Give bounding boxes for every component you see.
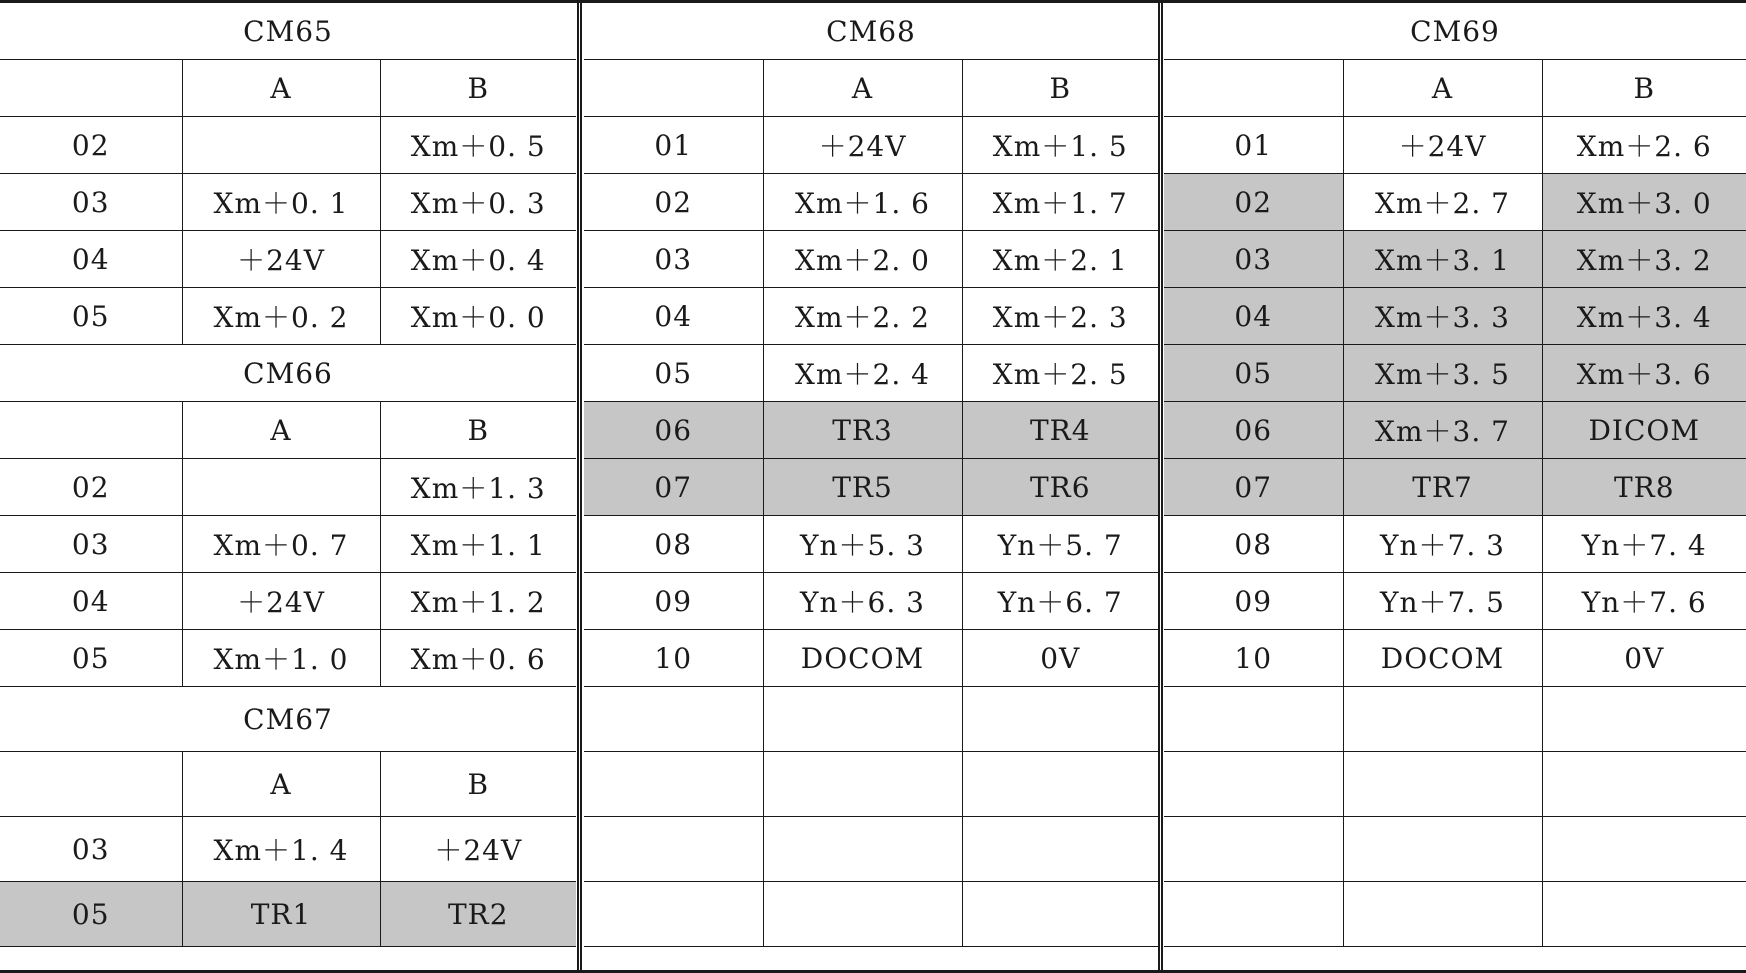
a-cell [182, 117, 380, 174]
pin-cell: 01 [1164, 117, 1343, 174]
a-cell: Xm＋2. 0 [763, 231, 962, 288]
empty-row [1164, 817, 1746, 882]
a-cell: Yn＋6. 3 [763, 573, 962, 630]
a-cell: Yn＋7. 3 [1343, 516, 1542, 573]
table-row [0, 231, 576, 288]
b-cell: Xm＋3. 2 [1542, 231, 1746, 288]
b-cell: DICOM [1542, 402, 1746, 459]
pin-cell: 08 [584, 516, 763, 573]
a-cell: DOCOM [1343, 630, 1542, 687]
table-row [1164, 231, 1746, 288]
table-row [1164, 174, 1746, 231]
pin-cell: 04 [0, 231, 182, 288]
pin-cell: 09 [1164, 573, 1343, 630]
table-row [1164, 345, 1746, 402]
a-cell: Xm＋2. 4 [763, 345, 962, 402]
table-row [1164, 288, 1746, 345]
table-row [1164, 117, 1746, 174]
pin-cell: 04 [0, 573, 182, 630]
table-row [0, 174, 576, 231]
a-cell: ＋24V [763, 117, 962, 174]
b-cell: Xm＋3. 6 [1542, 345, 1746, 402]
cm67-title: CM67 [0, 687, 576, 752]
a-cell: ＋24V [182, 231, 380, 288]
b-cell: Xm＋3. 4 [1542, 288, 1746, 345]
table-row [584, 288, 1158, 345]
table-row [0, 288, 576, 345]
cm65-col-a: A [182, 60, 380, 117]
b-cell: Xm＋0. 0 [380, 288, 576, 345]
empty-row [1164, 882, 1746, 947]
b-cell: Xm＋1. 7 [962, 174, 1158, 231]
cm65-header-blank [0, 60, 182, 117]
table-row [0, 117, 576, 174]
cm68-col-a: A [763, 60, 962, 117]
b-cell: Xm＋2. 1 [962, 231, 1158, 288]
table-row [0, 459, 576, 516]
pin-cell: 05 [0, 288, 182, 345]
a-cell: Xm＋1. 6 [763, 174, 962, 231]
table-row [584, 231, 1158, 288]
cm69-title: CM69 [1164, 3, 1746, 60]
table-row [584, 459, 1158, 516]
b-cell: TR2 [380, 882, 576, 947]
pin-cell: 03 [584, 231, 763, 288]
table-row [1164, 573, 1746, 630]
table-row [584, 402, 1158, 459]
table-cm68 [584, 3, 1158, 947]
a-cell: TR3 [763, 402, 962, 459]
pin-cell: 04 [1164, 288, 1343, 345]
pin-cell: 02 [0, 459, 182, 516]
pin-cell: 04 [584, 288, 763, 345]
table-row [1164, 630, 1746, 687]
a-cell: TR1 [182, 882, 380, 947]
cm66-title: CM66 [0, 345, 576, 402]
double-divider [1158, 3, 1163, 970]
cm69-col-a: A [1343, 60, 1542, 117]
a-cell: ＋24V [1343, 117, 1542, 174]
a-cell: ＋24V [182, 573, 380, 630]
table-row [584, 117, 1158, 174]
b-cell: Xm＋0. 4 [380, 231, 576, 288]
b-cell: TR6 [962, 459, 1158, 516]
a-cell: Xm＋3. 3 [1343, 288, 1542, 345]
empty-row [584, 817, 1158, 882]
a-cell: Xm＋1. 4 [182, 817, 380, 882]
b-cell: ＋24V [380, 817, 576, 882]
double-divider [577, 3, 582, 970]
pin-cell: 07 [584, 459, 763, 516]
b-cell: TR4 [962, 402, 1158, 459]
cm69-col-b: B [1542, 60, 1746, 117]
pin-cell: 08 [1164, 516, 1343, 573]
cm65-title: CM65 [0, 3, 576, 60]
block-cm65-cm67 [0, 3, 576, 970]
pin-cell: 05 [1164, 345, 1343, 402]
pin-cell: 09 [584, 573, 763, 630]
b-cell: Xm＋3. 0 [1542, 174, 1746, 231]
a-cell: Xm＋3. 5 [1343, 345, 1542, 402]
cm67-col-a: A [182, 752, 380, 817]
cm67-col-b: B [380, 752, 576, 817]
table-row [584, 573, 1158, 630]
b-cell: Xm＋1. 3 [380, 459, 576, 516]
table-row [0, 630, 576, 687]
a-cell: Yn＋7. 5 [1343, 573, 1542, 630]
pin-cell: 10 [584, 630, 763, 687]
empty-row [584, 687, 1158, 752]
pin-cell: 06 [1164, 402, 1343, 459]
table-row [584, 345, 1158, 402]
b-cell: Yn＋6. 7 [962, 573, 1158, 630]
b-cell: Xm＋2. 6 [1542, 117, 1746, 174]
table-left [0, 3, 576, 947]
pin-cell: 02 [0, 117, 182, 174]
a-cell: Xm＋0. 1 [182, 174, 380, 231]
table-row [0, 516, 576, 573]
a-cell: Xm＋0. 2 [182, 288, 380, 345]
b-cell: Xm＋1. 5 [962, 117, 1158, 174]
b-cell: Xm＋1. 1 [380, 516, 576, 573]
table-row [584, 630, 1158, 687]
pin-cell: 05 [0, 630, 182, 687]
a-cell: Xm＋2. 2 [763, 288, 962, 345]
cm66-col-a: A [182, 402, 380, 459]
a-cell: Xm＋3. 1 [1343, 231, 1542, 288]
cm68-title: CM68 [584, 3, 1158, 60]
b-cell: Xm＋0. 6 [380, 630, 576, 687]
pin-cell: 02 [584, 174, 763, 231]
b-cell: Yn＋7. 4 [1542, 516, 1746, 573]
pin-cell: 10 [1164, 630, 1343, 687]
table-cm69 [1164, 3, 1746, 947]
a-cell: Xm＋1. 0 [182, 630, 380, 687]
a-cell: TR7 [1343, 459, 1542, 516]
table-row [0, 817, 576, 882]
block-cm68 [584, 3, 1158, 970]
pin-cell: 05 [0, 882, 182, 947]
b-cell: 0V [962, 630, 1158, 687]
a-cell: Xm＋2. 7 [1343, 174, 1542, 231]
pin-cell: 02 [1164, 174, 1343, 231]
cm69-header-blank [1164, 60, 1343, 117]
a-cell: Xm＋3. 7 [1343, 402, 1542, 459]
cm65-col-b: B [380, 60, 576, 117]
cm68-col-b: B [962, 60, 1158, 117]
empty-row [584, 882, 1158, 947]
table-row [1164, 402, 1746, 459]
a-cell: TR5 [763, 459, 962, 516]
pin-cell: 03 [0, 516, 182, 573]
table-row [584, 174, 1158, 231]
block-cm69 [1164, 3, 1746, 970]
b-cell: 0V [1542, 630, 1746, 687]
cm67-header-blank [0, 752, 182, 817]
b-cell: Xm＋1. 2 [380, 573, 576, 630]
empty-row [1164, 752, 1746, 817]
b-cell: Xm＋0. 5 [380, 117, 576, 174]
pin-cell: 01 [584, 117, 763, 174]
pin-cell: 07 [1164, 459, 1343, 516]
table-row [1164, 459, 1746, 516]
pin-cell: 06 [584, 402, 763, 459]
b-cell: Xm＋0. 3 [380, 174, 576, 231]
a-cell: DOCOM [763, 630, 962, 687]
pin-cell: 03 [0, 174, 182, 231]
cm66-header-blank [0, 402, 182, 459]
table-row [0, 573, 576, 630]
a-cell [182, 459, 380, 516]
pin-cell: 05 [584, 345, 763, 402]
cm66-col-b: B [380, 402, 576, 459]
b-cell: Xm＋2. 5 [962, 345, 1158, 402]
empty-row [1164, 687, 1746, 752]
pin-cell: 03 [0, 817, 182, 882]
empty-row [584, 752, 1158, 817]
b-cell: TR8 [1542, 459, 1746, 516]
b-cell: Yn＋7. 6 [1542, 573, 1746, 630]
b-cell: Yn＋5. 7 [962, 516, 1158, 573]
table-row [1164, 516, 1746, 573]
cm68-header-blank [584, 60, 763, 117]
a-cell: Xm＋0. 7 [182, 516, 380, 573]
table-row [0, 882, 576, 947]
table-row [584, 516, 1158, 573]
pin-cell: 03 [1164, 231, 1343, 288]
b-cell: Xm＋2. 3 [962, 288, 1158, 345]
a-cell: Yn＋5. 3 [763, 516, 962, 573]
